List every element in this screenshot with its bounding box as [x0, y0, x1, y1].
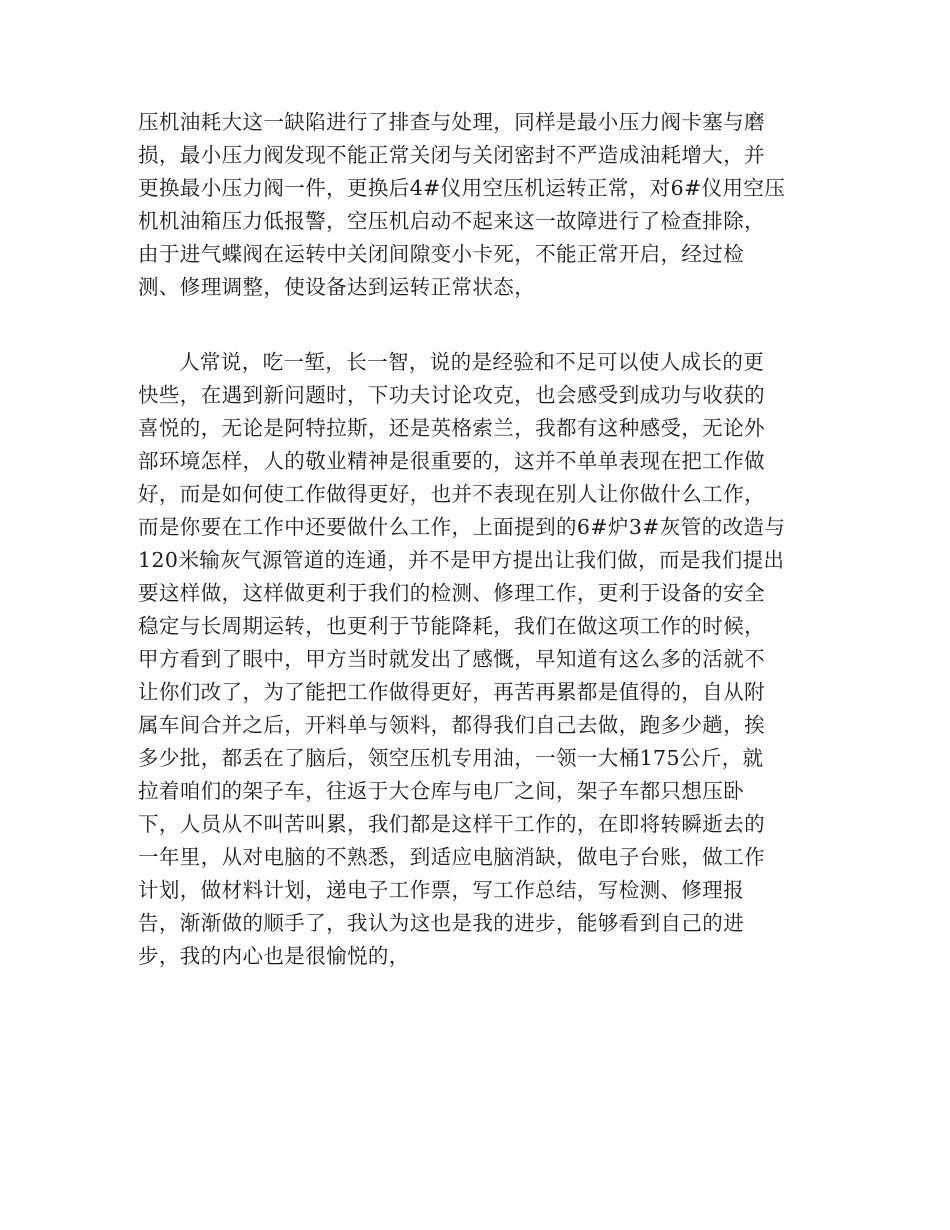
text-line: 下，人员从不叫苦叫累，我们都是这样干工作的，在即将转瞬逝去的 — [138, 812, 765, 836]
text-line: 机机油箱压力低报警，空压机启动不起来这一故障进行了检查排除， — [138, 209, 765, 233]
text-line: 快些，在遇到新问题时，下功夫讨论攻克，也会感受到成功与收获的 — [138, 383, 765, 407]
text-line: 告，渐渐做的顺手了，我认为这也是我的进步，能够看到自己的进 — [138, 911, 745, 935]
text-line: 稳定与长周期运转，也更利于节能降耗，我们在做这项工作的时候， — [138, 614, 765, 638]
text-line: 由于进气蝶阀在运转中关闭间隙变小卡死，不能正常开启，经过检 — [138, 242, 745, 266]
text-line: 计划，做材料计划，递电子工作票，写工作总结，写检测、修理报 — [138, 878, 745, 902]
text-line: 要这样做，这样做更利于我们的检测、修理工作，更利于设备的安全 — [138, 581, 765, 605]
paragraph-1 — [138, 106, 818, 304]
text-line: 一年里，从对电脑的不熟悉，到适应电脑消缺，做电子台账，做工作 — [138, 845, 765, 869]
text-line: 而是你要在工作中还要做什么工作，上面提到的6#炉3#灰管的改造与 — [138, 515, 786, 539]
text-line: 更换最小压力阀一件，更换后4#仪用空压机运转正常，对6#仪用空压 — [138, 176, 786, 200]
text-line: 步，我的内心也是很愉悦的， — [138, 944, 410, 968]
text-line: 喜悦的，无论是阿特拉斯，还是英格索兰，我都有这种感受，无论外 — [138, 416, 765, 440]
text-line: 拉着咱们的架子车，往返于大仓库与电厂之间，架子车都只想压卧 — [138, 779, 745, 803]
text-line: 属车间合并之后，开料单与领料，都得我们自己去做，跑多少趟，挨 — [138, 713, 765, 737]
text-line: 压机油耗大这一缺陷进行了排查与处理，同样是最小压力阀卡塞与磨 — [138, 110, 765, 134]
text-line: 部环境怎样，人的敬业精神是很重要的，这并不单单表现在把工作做 — [138, 449, 765, 473]
text-line-first-indented: 人常说，吃一堑，长一智，说的是经验和不足可以使人成长的更 — [179, 350, 765, 374]
text-line: 好，而是如何使工作做得更好，也并不表现在别人让你做什么工作， — [138, 482, 765, 506]
text-line: 甲方看到了眼中，甲方当时就发出了感慨，早知道有这么多的活就不 — [138, 647, 765, 671]
text-line: 测、修理调整，使设备达到运转正常状态， — [138, 275, 536, 299]
text-line: 120米输灰气源管道的连通，并不是甲方提出让我们做，而是我们提出 — [138, 548, 785, 572]
text-line: 多少批，都丢在了脑后，领空压机专用油，一领一大桶175公斤，就 — [138, 746, 764, 770]
text-line: 损，最小压力阀发现不能正常关闭与关闭密封不严造成油耗增大，并 — [138, 143, 765, 167]
paragraph-2 — [138, 346, 818, 973]
text-line: 让你们改了，为了能把工作做得更好，再苦再累都是值得的，自从附 — [138, 680, 765, 704]
